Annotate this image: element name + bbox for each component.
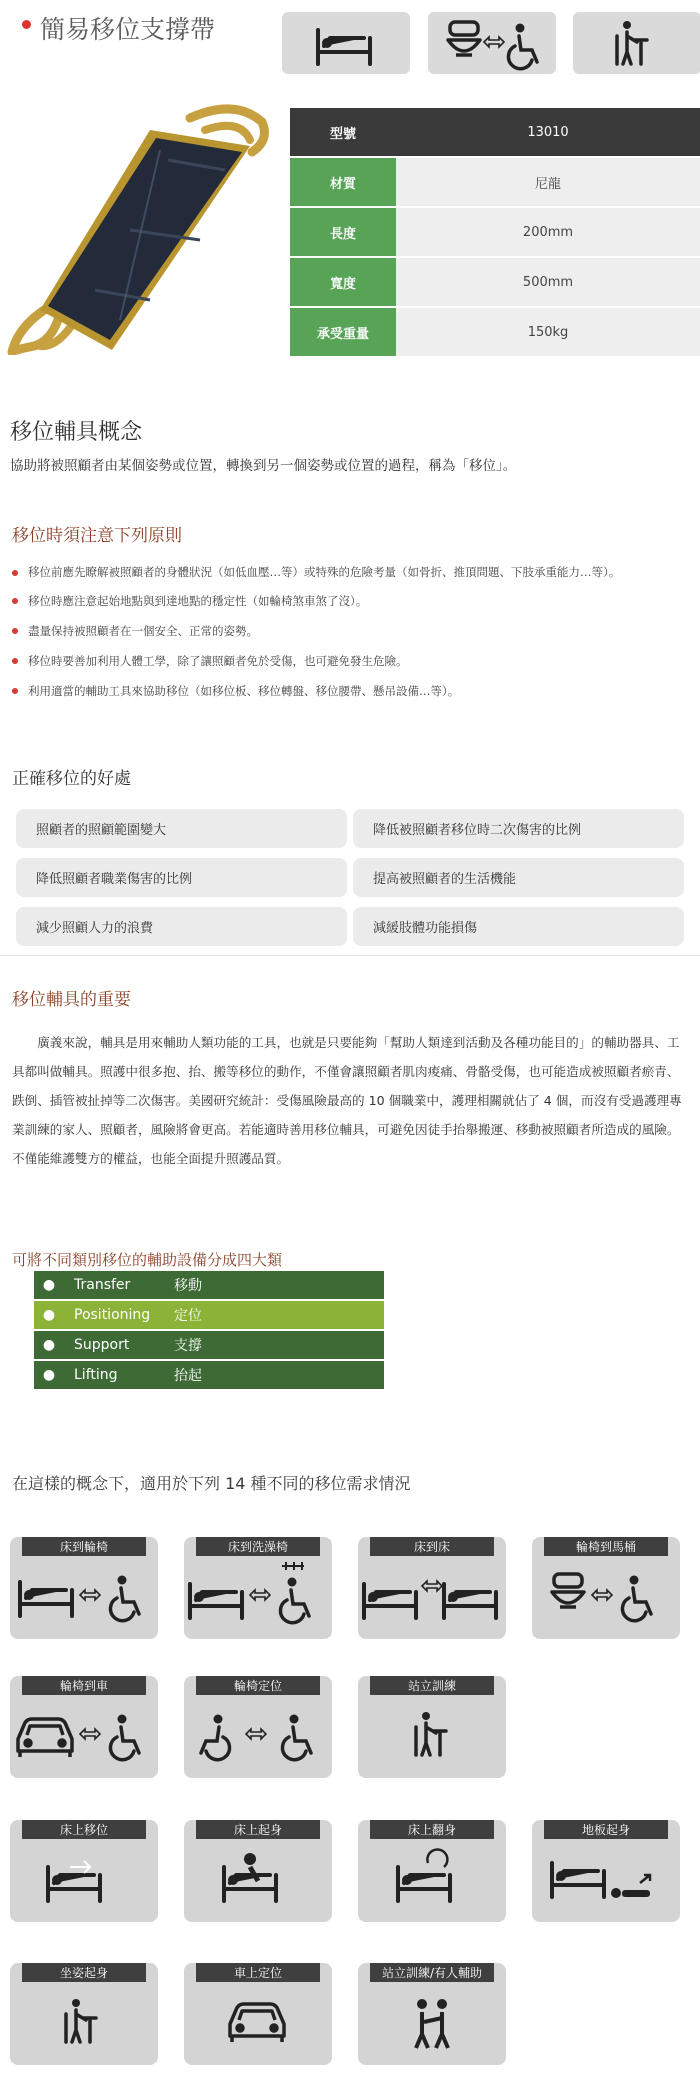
benefits-title: 正確移位的好處 (12, 769, 131, 789)
need-tile-bed-to-shower-chair (184, 1537, 332, 1639)
need-tile-standing-training (358, 1676, 506, 1778)
spec-key: 承受重量 (290, 308, 396, 356)
bed-to-bed-icon (358, 1556, 506, 1639)
need-tile-bed-shift (10, 1820, 158, 1922)
floor-rise-icon (532, 1839, 680, 1922)
spec-value: 尼龍 (396, 158, 700, 206)
tile-label: 床到床 (370, 1537, 494, 1556)
need-tile-wheelchair-positioning (184, 1676, 332, 1778)
need-tile-bed-sit-up (184, 1820, 332, 1922)
list-item: 移位時應注意起始地點與到達地點的穩定性（如輪椅煞車煞了沒）。 (12, 586, 692, 616)
spec-row-width (290, 258, 700, 308)
category-row (34, 1271, 384, 1299)
importance-paragraph: 廣義來說，輔具是用來輔助人類功能的工具，也就是只要能夠「幫助人類達到活動及各種功能目的」的輔助器具、工具都叫做輔具。照護中很多抱、抬、搬等移位的動作，不僅會讓照顧者肌肉痠痛、骨骼受傷，也可能造成被照顧者瘀青、跌倒、插管被扯掉等二次傷害。美國研究統計：受傷風險最高的 10 個職業中，護理相關就佔了 4 個，而沒有受過護理專業訓練的家人、照顧者，風險將會更高。若能適時善用移位輔具，可避免因徒手抬舉搬運、移動被照顧者所造成的風險。不僅能維護雙方的權益，也能全面提升照護品質。 (12, 1035, 682, 1166)
bed-turn-over-icon (358, 1839, 506, 1922)
tile-label: 床上移位 (22, 1820, 146, 1839)
tile-label: 床到輪椅 (22, 1537, 146, 1556)
spec-table (290, 108, 700, 358)
tile-label: 床到洗澡椅 (196, 1537, 320, 1556)
spec-value: 150kg (396, 308, 700, 356)
tile-label: 床上翻身 (370, 1820, 494, 1839)
need-tile-sit-to-stand (10, 1963, 158, 2065)
tile-label: 站立訓練 (370, 1676, 494, 1695)
bed-shift-icon (10, 1839, 158, 1922)
category-en: Lifting (74, 1367, 118, 1383)
list-item: 盡量保持被照顧者在一個安全、正常的姿勢。 (12, 616, 692, 646)
bullet-icon: ● (42, 1367, 56, 1383)
tile-label: 輪椅到馬桶 (544, 1537, 668, 1556)
wheelchair-to-toilet-icon (532, 1556, 680, 1639)
toilet-to-wheelchair-icon (428, 12, 556, 74)
category-en: Positioning (74, 1307, 151, 1323)
spec-value: 500mm (396, 258, 700, 306)
sit-to-stand-icon (573, 12, 700, 74)
tile-label: 站立訓練/有人輔助 (370, 1963, 494, 1982)
need-tile-bed-turn-over (358, 1820, 506, 1922)
bed-to-wheelchair-icon (10, 1556, 158, 1639)
product-image (0, 100, 290, 355)
category-en: Support (74, 1337, 130, 1353)
benefit-item: 降低照顧者職業傷害的比例 (16, 858, 347, 897)
tile-label: 車上定位 (196, 1963, 320, 1982)
categories-list (34, 1271, 384, 1391)
benefit-item: 減少照顧人力的浪費 (16, 907, 347, 946)
bullet-icon: ● (42, 1307, 56, 1323)
sit-to-stand-icon (10, 1982, 158, 2065)
category-zh: 支撐 (174, 1338, 202, 1354)
need-tile-bed-to-bed (358, 1537, 506, 1639)
tile-label: 輪椅定位 (196, 1676, 320, 1695)
benefit-item: 照顧者的照顧範圍變大 (16, 809, 347, 848)
bed-icon (282, 12, 410, 74)
principles-list (12, 558, 692, 706)
category-row (34, 1361, 384, 1389)
need-tile-assisted-standing (358, 1963, 506, 2065)
need-tile-car-positioning (184, 1963, 332, 2065)
category-row (34, 1331, 384, 1359)
spec-row-material (290, 158, 700, 208)
benefit-item: 減緩肢體功能損傷 (353, 907, 684, 946)
bullet-dot-icon (22, 20, 31, 29)
wheelchair-positioning-icon (184, 1695, 332, 1778)
need-tile-floor-rise (532, 1820, 680, 1922)
tile-label: 床上起身 (196, 1820, 320, 1839)
benefits-grid (16, 809, 684, 946)
page-header (0, 0, 700, 80)
benefit-item: 降低被照顧者移位時二次傷害的比例 (353, 809, 684, 848)
spec-row-length (290, 208, 700, 258)
categories-title: 可將不同類別移位的輔助設備分成四大類 (12, 1251, 283, 1269)
spec-value: 13010 (396, 108, 700, 156)
spec-value: 200mm (396, 208, 700, 256)
standing-training-icon (358, 1695, 506, 1778)
spec-key: 材質 (290, 158, 396, 206)
category-row (34, 1301, 384, 1329)
tile-label: 坐姿起身 (22, 1963, 146, 1982)
spec-row-model (290, 108, 700, 158)
list-item: 利用適當的輔助工具來協助移位（如移位板、移位轉盤、移位腰帶、懸吊設備…等）。 (12, 676, 692, 706)
benefit-item: 提高被照顧者的生活機能 (353, 858, 684, 897)
list-item: 移位前應先瞭解被照顧者的身體狀況（如低血壓…等）或特殊的危險考量（如骨折、推頂問題、下肢承重能力…等）。 (12, 558, 692, 586)
spec-key: 長度 (290, 208, 396, 256)
principles-title: 移位時須注意下列原則 (12, 526, 182, 546)
page-title: 簡易移位支撐帶 (40, 15, 216, 44)
list-item: 移位時要善加利用人體工學，除了讓照顧者免於受傷，也可避免發生危險。 (12, 646, 692, 676)
bullet-icon: ● (42, 1337, 56, 1353)
divider (0, 955, 700, 956)
bed-to-shower-chair-icon (184, 1556, 332, 1639)
importance-title: 移位輔具的重要 (12, 990, 131, 1010)
spec-key: 型號 (290, 108, 396, 156)
concept-text: 協助將被照顧者由某個姿勢或位置，轉換到另一個姿勢或位置的過程，稱為「移位」。 (10, 458, 517, 474)
car-positioning-icon (184, 1982, 332, 2065)
category-en: Transfer (74, 1277, 131, 1293)
concept-title: 移位輔具概念 (10, 420, 143, 445)
need-tile-bed-to-wheelchair (10, 1537, 158, 1639)
needs-title: 在這樣的概念下，適用於下列 14 種不同的移位需求情況 (12, 1474, 411, 1493)
need-tile-wheelchair-to-car (10, 1676, 158, 1778)
tile-label: 地板起身 (544, 1820, 668, 1839)
spec-key: 寬度 (290, 258, 396, 306)
bed-sit-up-icon (184, 1839, 332, 1922)
tile-label: 輪椅到車 (22, 1676, 146, 1695)
category-zh: 定位 (174, 1308, 202, 1324)
need-tile-wheelchair-to-toilet (532, 1537, 680, 1639)
wheelchair-to-car-icon (10, 1695, 158, 1778)
bullet-icon: ● (42, 1277, 56, 1293)
spec-row-load (290, 308, 700, 358)
assisted-standing-icon (358, 1982, 506, 2065)
category-zh: 移動 (174, 1278, 202, 1294)
category-zh: 抬起 (174, 1368, 202, 1384)
